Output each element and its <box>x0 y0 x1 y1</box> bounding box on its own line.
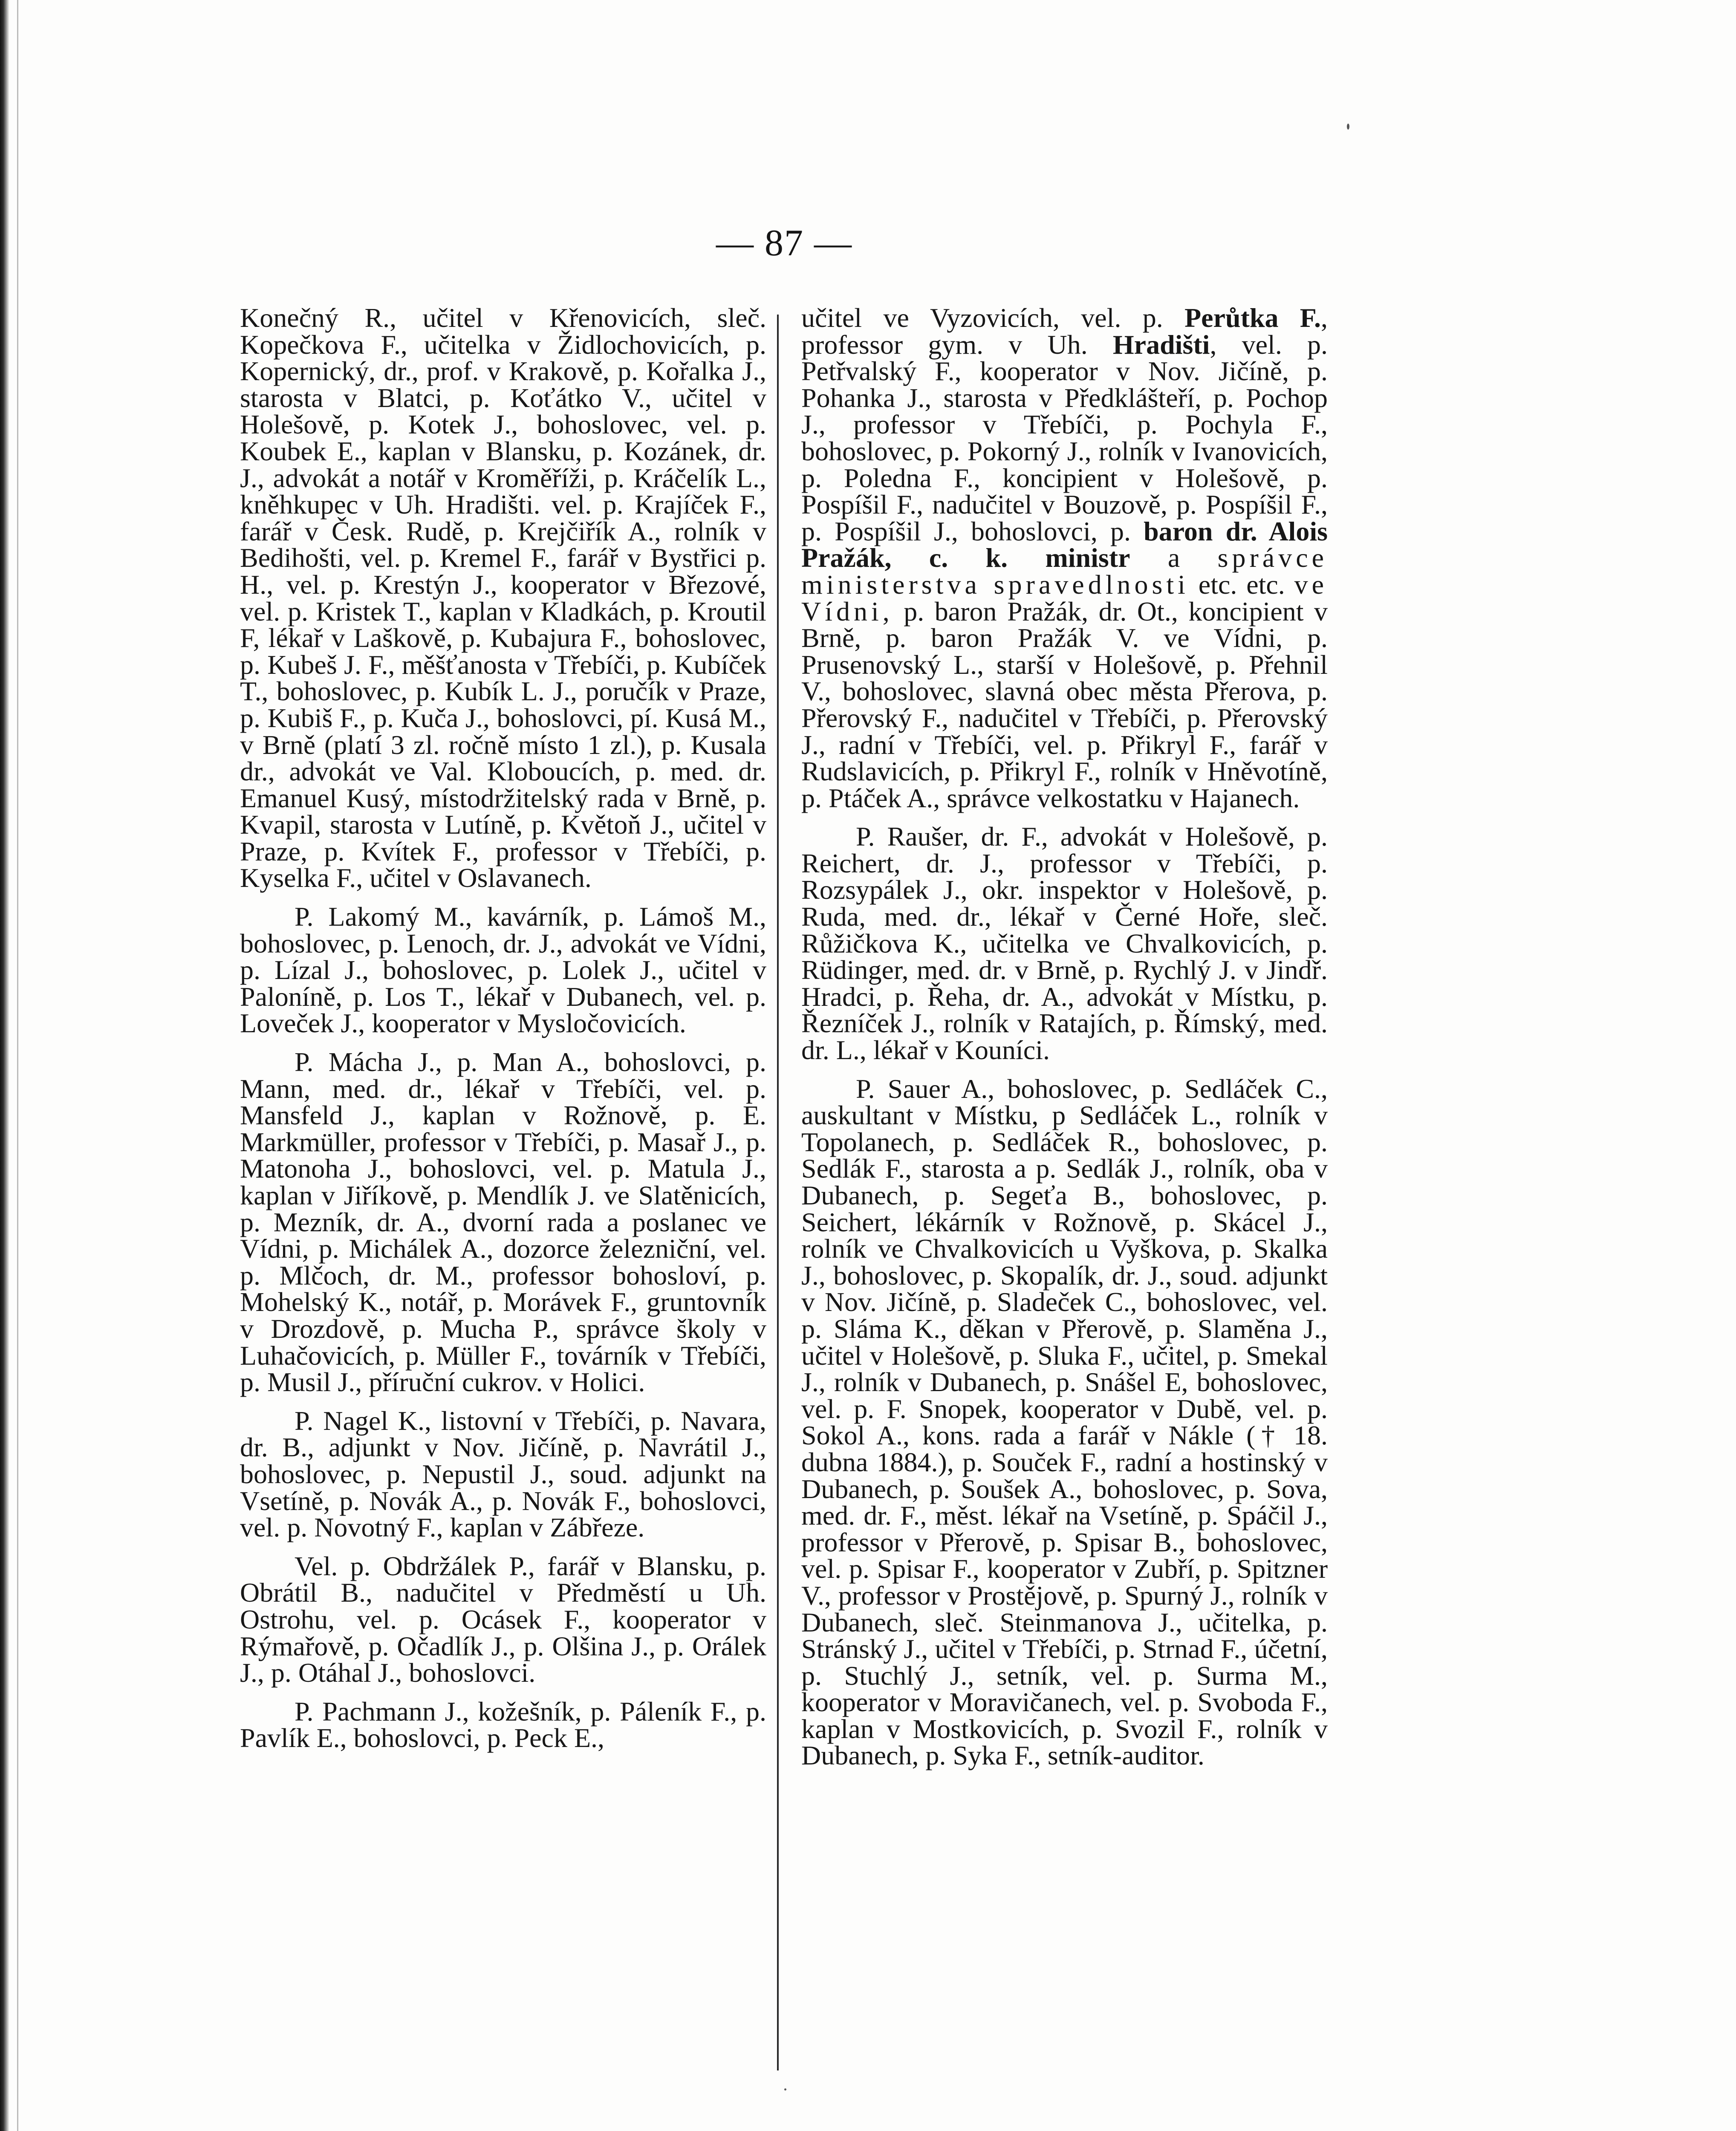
spaced-place: ve Vídni, <box>801 569 1328 627</box>
binding-line <box>17 0 18 2131</box>
paragraph-r: P. Raušer, dr. F., advokát v Holešově, p. Reichert, dr. J., professor v Třebíči, p. Rozsypálek J., okr. inspektor v Holešově, p. Ruda, med. dr., lékař v Černé Hoře, sleč. Růžičkova K., učitelka ve Chvalkovicích, p. Rüdinger, med. dr. v Brně, p. Rychlý J. v Jindř. Hradci, p. Řeha, dr. A., advokát v Místku, p. Řezníček J., rolník v Ratajích, p. Římský, med. dr. L., lékař v Kouníci. <box>801 821 1328 1066</box>
right-column <box>801 305 1328 1769</box>
bold-place: Hradišti <box>1112 329 1210 360</box>
text-run: , vel. p. Petřvalský F., kooperator v Nov. Jičíně, p. Pohanka J., starosta v Předklášteří, p. Pochop J., professor v Třebíči, p. Pochyla F., bohoslovec, p. Pokorný J., rolník v Ivanovicích, p. Poledna F., koncipient v Holešově, p. Pospíšil F., nadučitel v Bouzově, p. Pospíšil F., p. Pospíšil J., bohoslovci, p. <box>801 329 1328 546</box>
text-run: etc. etc. <box>1198 569 1285 600</box>
scan-speck <box>1347 124 1349 130</box>
bold-name: Perůtka F. <box>1184 303 1321 333</box>
text-run: a <box>1167 543 1180 573</box>
text-run: p. baron Pražák, dr. Ot., koncipient v Brně, p. baron Pražák V. ve Vídni, p. Prusenovský L., starší v Holešově, p. Přehnil V., bohoslovec, slavná obec města Přerova, p. Přerovský F., nadučitel v Třebíči, p. Přerovský J., radní v Třebíči, vel. p. Přikryl F., farář v Rudslavicích, p. Přikryl F., rolník v Hněvotíně, p. Ptáček A., správce velkostatku v Hajanech. <box>801 596 1328 813</box>
paragraph-s: P. Sauer A., bohoslovec, p. Sedláček C., auskultant v Místku, p Sedláček L., rolník v Topolanech, p. Sedláček R., bohoslovec, p. Sedlák F., starosta a p. Sedlák J., rolník, oba v Dubanech, p. Segeťa B., bohoslovec, p. Seichert, lékárník v Rožnově, p. Skácel J., rolník ve Chvalkovicích u Vyškova, p. Skalka J., bohoslovec, p. Skopalík, dr. J., soud. adjunkt v Nov. Jičíně, p. Sladeček C., bohoslovec, vel. p. Sláma K., děkan v Přerově, p. Slaměna J., učitel v Holešově, p. Sluka F., učitel, p. Smekal J., rolník v Dubanech, p. Snášel E, bohoslovec, vel. p. F. Snopek, kooperator v Dubě, vel. p. Sokol A., kons. rada a farář v Nákle († 18. dubna 1884.), p. Souček F., radní a hostinský v Dubanech, p. Soušek A., bohoslovec, p. Sova, med. dr. F., měst. lékař na Vsetíně, p. Spáčil J., professor v Přerově, p. Spisar B., bohoslovec, vel. p. Spisar F., kooperator v Zubří, p. Spitzner V., professor v Prostějově, p. Spurný J., rolník v Dubanech, sleč. Steinmanova J., učitelka, p. Stránský J., učitel v Třebíči, p. Strnad F., účetní, p. Stuchlý J., setník, vel. p. Surma M., kooperator v Moravičanech, vel. p. Svoboda F., kaplan v Mostkovicích, p. Svozil F., rolník v Dubanech, p. Syka F., setník-auditor. <box>801 1073 1328 1771</box>
bold-minister-name: baron dr. Alois Pražák, c. k. ministr <box>801 516 1328 573</box>
paragraph-m: P. Mácha J., p. Man A., bohoslovci, p. Mann, med. dr., lékař v Třebíči, vel. p. Mansfeld J., kaplan v Rožnově, p. E. Markmüller, professor v Třebíči, p. Masař J., p. Matonoha J., bohoslovci, vel. p. Matula J., kaplan v Jiříkově, p. Mendlík J. ve Slatěnicích, p. Mezník, dr. A., dvorní rada a poslanec ve Vídni, p. Michálek A., dozorce železniční, vel. p. Mlčoch, dr. M., professor bohosloví, p. Mohelský K., notář, p. Morávek F., gruntovník v Drozdově, p. Mucha P., správce školy v Luhačovicích, p. Müller F., továrník v Třebíči, p. Musil J., příruční cukrov. v Holici. <box>240 1047 766 1398</box>
paragraph-k: Konečný R., učitel v Křenovicích, sleč. Kopečkova F., učitelka v Židlochovicích, p. Kopernický, dr., prof. v Krakově, p. Kořalka J., starosta v Blatci, p. Koťátko V., učitel v Holešově, p. Kotek J., bohoslovec, vel. p. Koubek E., kaplan v Blansku, p. Kozánek, dr. J., advokát a notář v Kroměříži, p. Kráčelík L., kněhkupec v Uh. Hradišti. vel. p. Krajíček F., farář v Česk. Rudě, p. Krejčiřík A., rolník v Bedihošti, vel. p. Kremel F., farář v Bystřici p. H., vel. p. Krestýn J., kooperator v Březové, vel. p. Kristek T., kaplan v Kladkách, p. Kroutil F, lékař v Laškově, p. Kubajura F., bohoslovec, p. Kubeš J. F., měšťanosta v Třebíči, p. Kubíček T., bohoslovec, p. Kubík L. J., poručík v Praze, p. Kubiš F., p. Kuča J., bohoslovci, pí. Kusá M., v Brně (platí 3 zl. ročně místo 1 zl.), p. Kusala dr., advokát ve Val. Kloboucích, p. med. dr. Emanuel Kusý, místodržitelský rada v Brně, p. Kvapil, starosta v Lutíně, p. Květoň J., učitel v Praze, p. Kvítek F., professor v Třebíči, p. Kyselka F., učitel v Oslavanech. <box>240 303 766 893</box>
paragraph-p-continued <box>801 305 1328 811</box>
paragraph-n: P. Nagel K., listovní v Třebíči, p. Navara, dr. B., adjunkt v Nov. Jičíně, p. Navrátil J., bohoslovec, p. Nepustil J., soud. adjunkt na Vsetíně, p. Novák A., p. Novák F., bohoslovci, vel. p. Novotný F., kaplan v Zábřeze. <box>240 1405 766 1543</box>
spaced-title: správce ministerstva spravedlnosti <box>801 543 1328 600</box>
page-number: — 87 — <box>716 222 852 264</box>
text-run: , professor gym. v Uh. <box>801 303 1328 360</box>
paragraph-p: P. Pachmann J., kožešník, p. Páleník F., p. Pavlík E., bohoslovci, p. Peck E., <box>240 1696 766 1753</box>
text-run: učitel ve Vyzovicích, vel. p. <box>801 303 1163 333</box>
column-divider <box>777 315 779 2070</box>
paragraph-l: P. Lakomý M., kavárník, p. Lámoš M., bohoslovec, p. Lenoch, dr. J., advokát ve Vídni, p. Lízal J., bohoslovec, p. Lolek J., učitel v Paloníně, p. Los T., lékař v Dubanech, vel. p. Loveček J., kooperator v Mysločovicích. <box>240 901 766 1039</box>
left-column <box>240 305 766 1752</box>
binding-shadow <box>0 0 9 2131</box>
paragraph-o: Vel. p. Obdržálek P., farář v Blansku, p. Obrátil B., nadučitel v Předměstí u Uh. Ostrohu, vel. p. Ocásek F., kooperator v Rýmařově, p. Očadlík J., p. Olšina J., p. Orálek J., p. Otáhal J., bohoslovci. <box>240 1551 766 1688</box>
scan-speck <box>784 2088 786 2091</box>
